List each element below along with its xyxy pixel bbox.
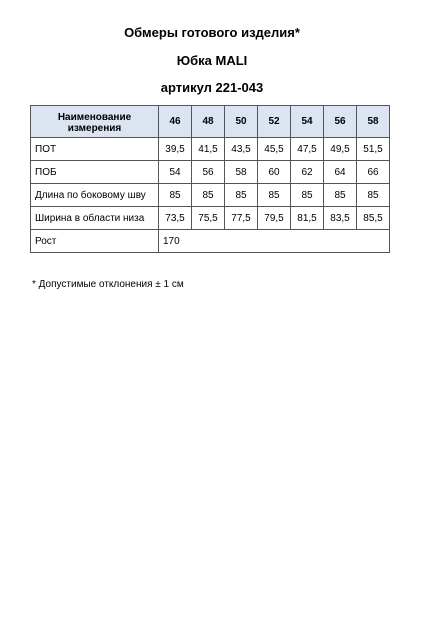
size-header: 54 (291, 106, 324, 138)
row-label: ПОТ (31, 138, 159, 161)
table-cell: 85,5 (357, 207, 390, 230)
table-cell: 66 (357, 161, 390, 184)
table-cell: 77,5 (225, 207, 258, 230)
measurement-name-header: Наименование измерения (31, 106, 159, 138)
document-title: Обмеры готового изделия* (124, 25, 300, 40)
table-cell: 56 (192, 161, 225, 184)
table-cell: 54 (159, 161, 192, 184)
table-header-row (31, 106, 390, 138)
table-cell: 73,5 (159, 207, 192, 230)
table-cell: 58 (225, 161, 258, 184)
table-row (31, 138, 390, 161)
measurements-table (30, 105, 390, 253)
table-cell: 62 (291, 161, 324, 184)
table-cell: 75,5 (192, 207, 225, 230)
row-label: ПОБ (31, 161, 159, 184)
table-cell: 47,5 (291, 138, 324, 161)
table-cell: 51,5 (357, 138, 390, 161)
table-cell: 43,5 (225, 138, 258, 161)
table-cell: 49,5 (324, 138, 357, 161)
table-row-height (31, 230, 390, 253)
size-header: 50 (225, 106, 258, 138)
table-cell: 41,5 (192, 138, 225, 161)
row-label: Рост (31, 230, 159, 253)
table-cell: 85 (291, 184, 324, 207)
size-header: 48 (192, 106, 225, 138)
row-label: Длина по боковому шву (31, 184, 159, 207)
product-name: Юбка MALI (176, 53, 248, 68)
table-cell: 79,5 (258, 207, 291, 230)
row-label: Ширина в области низа (31, 207, 159, 230)
table-cell: 83,5 (324, 207, 357, 230)
table-row (31, 184, 390, 207)
table-row (31, 207, 390, 230)
table-cell: 85 (324, 184, 357, 207)
table-cell: 64 (324, 161, 357, 184)
table-cell: 85 (192, 184, 225, 207)
table-cell: 85 (357, 184, 390, 207)
height-value-cell: 170 (159, 230, 390, 253)
size-header: 52 (258, 106, 291, 138)
table-cell: 39,5 (159, 138, 192, 161)
tolerance-footnote: * Допустимые отклонения ± 1 см (32, 279, 184, 290)
article-number: артикул 221-043 (160, 80, 264, 95)
table-cell: 85 (225, 184, 258, 207)
table-cell: 60 (258, 161, 291, 184)
size-header: 46 (159, 106, 192, 138)
table-row (31, 161, 390, 184)
size-header: 58 (357, 106, 390, 138)
table-cell: 85 (258, 184, 291, 207)
size-header: 56 (324, 106, 357, 138)
table-cell: 81,5 (291, 207, 324, 230)
table-cell: 85 (159, 184, 192, 207)
table-cell: 45,5 (258, 138, 291, 161)
